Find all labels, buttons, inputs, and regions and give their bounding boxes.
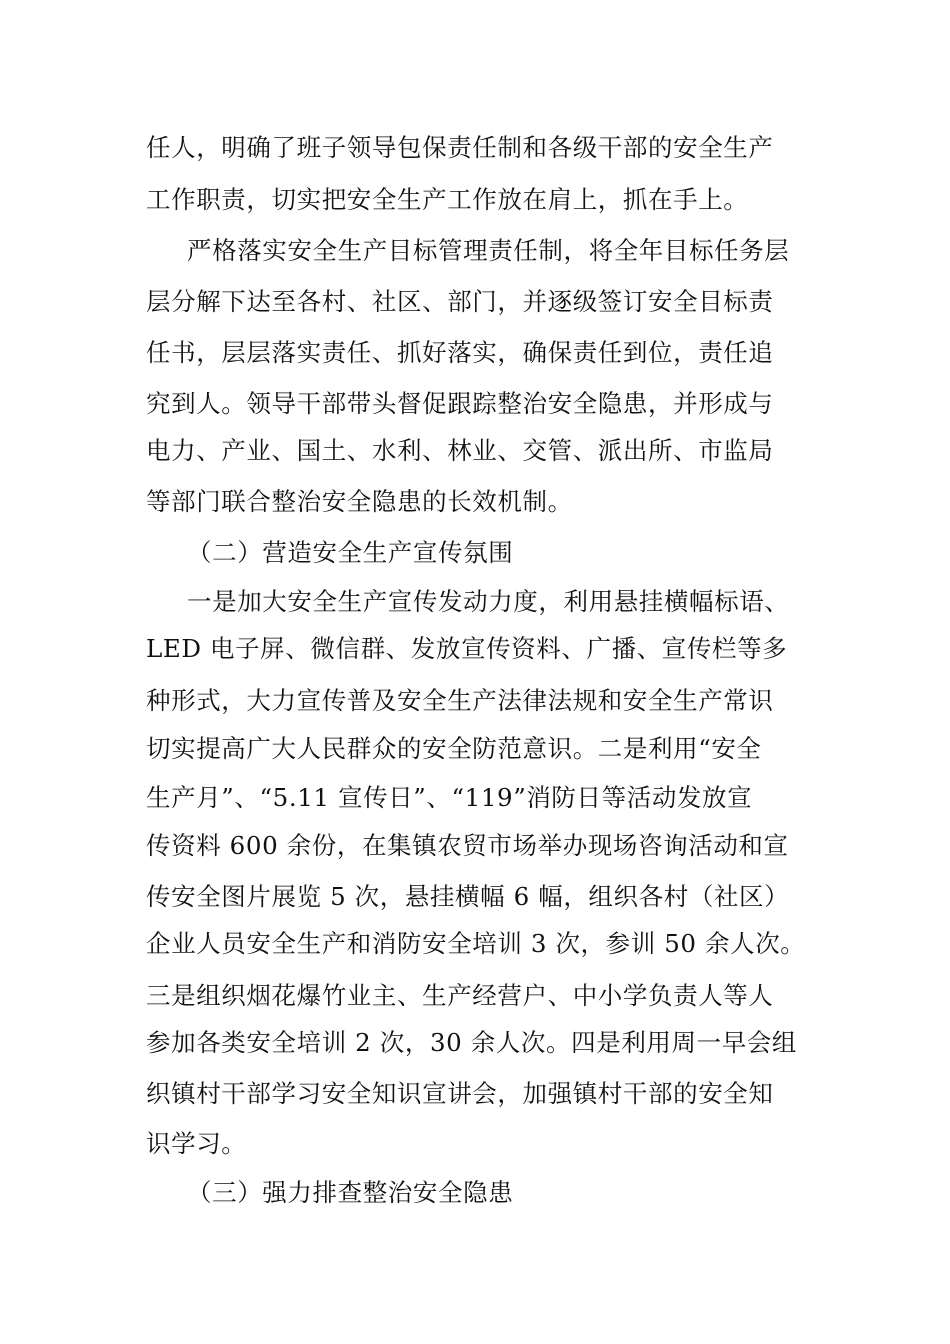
paragraph-start-line: 一是加大安全生产宣传发动力度，利用悬挂横幅标语、 (187, 587, 790, 616)
body-text-line: 电力、产业、国土、水利、林业、交管、派出所、市监局 (146, 436, 774, 465)
section-heading: （三）强力排查整治安全隐患 (187, 1178, 514, 1207)
body-text-line: 层分解下达至各村、社区、部门，并逐级签订安全目标责 (146, 287, 774, 316)
paragraph-start-line: 严格落实安全生产目标管理责任制，将全年目标任务层 (187, 236, 790, 265)
body-text-line: 传安全图片展览 5 次，悬挂横幅 6 幅，组织各村（社区） (146, 882, 790, 911)
body-text-line: 参加各类安全培训 2 次，30 余人次。四是利用周一早会组 (146, 1028, 798, 1057)
body-text-line: 工作职责，切实把安全生产工作放在肩上，抓在手上。 (146, 185, 749, 214)
body-text-line: 任人，明确了班子领导包保责任制和各级干部的安全生产 (146, 133, 774, 162)
body-text-line: 究到人。领导干部带头督促跟踪整治安全隐患，并形成与 (146, 389, 774, 418)
body-text-line: 企业人员安全生产和消防安全培训 3 次，参训 50 余人次。 (146, 929, 806, 958)
body-text-line: 生产月”、“5.11 宣传日”、“119”消防日等活动发放宣 (146, 783, 753, 812)
body-text-line: 传资料 600 余份，在集镇农贸市场举办现场咨询活动和宣 (146, 831, 789, 860)
body-text-line: 识学习。 (146, 1129, 247, 1158)
section-heading: （二）营造安全生产宣传氛围 (187, 538, 514, 567)
body-text-line: 织镇村干部学习安全知识宣讲会，加强镇村干部的安全知 (146, 1079, 774, 1108)
body-text-line: LED 电子屏、微信群、发放宣传资料、广播、宣传栏等多 (146, 634, 788, 663)
body-text-line: 等部门联合整治安全隐患的长效机制。 (146, 487, 573, 516)
body-text-line: 任书，层层落实责任、抓好落实，确保责任到位，责任追 (146, 338, 774, 367)
body-text-line: 切实提高广大人民群众的安全防范意识。二是利用“安全 (146, 734, 762, 763)
body-text-line: 三是组织烟花爆竹业主、生产经营户、中小学负责人等人 (146, 981, 774, 1010)
body-text-line: 种形式，大力宣传普及安全生产法律法规和安全生产常识 (146, 686, 774, 715)
